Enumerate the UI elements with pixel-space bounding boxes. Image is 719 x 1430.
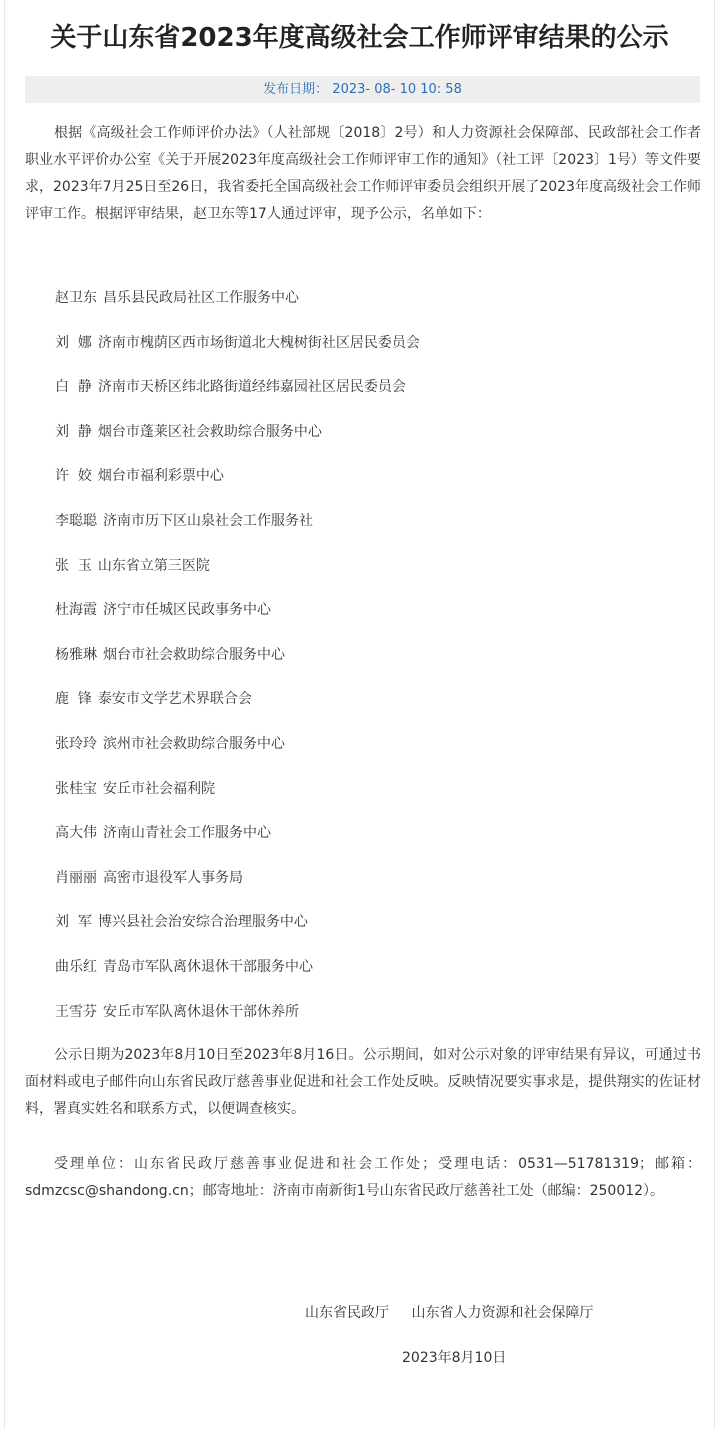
person-name: 白 静 (55, 379, 92, 396)
article (4, 0, 715, 1430)
list-item (55, 954, 695, 999)
person-name: 肖丽丽 (55, 869, 97, 886)
list-item (55, 865, 695, 910)
publish-date-label: 发布日期： (263, 82, 329, 97)
person-name: 张桂宝 (55, 780, 97, 797)
list-item (55, 909, 695, 954)
list-item (55, 999, 695, 1044)
person-name: 杜海霞 (55, 602, 97, 619)
person-organization: 博兴县社会治安综合治理服务中心 (97, 914, 308, 931)
person-name: 刘 娜 (55, 334, 92, 351)
person-organization: 安丘市军队离休退休干部休养所 (103, 1003, 299, 1020)
person-name: 刘 静 (55, 423, 92, 440)
person-organization: 昌乐县民政局社区工作服务中心 (103, 290, 299, 306)
person-name: 李聪聪 (55, 512, 97, 529)
list-item (55, 553, 695, 598)
intro-paragraph: 根据《高级社会工作师评价办法》（人社部规〔2018〕2号）和人力资源社会保障部、民政部社会工作者职业水平评价办公室《关于开展2023年度高级社会工作师评审工作的通知》（社工评〔2023〕1号）等文件要求，2023年7月25日至26日，我省委托全国高级社会工作师评审委员会组织开展了2023年度高级社会工作师评审工作。根据评审结果，赵卫东等17人通过评审，现予公示，名单如下： (25, 125, 701, 222)
person-organization: 济南山青社会工作服务中心 (103, 825, 271, 842)
person-name: 赵卫东 (55, 290, 97, 306)
list-item (55, 463, 695, 508)
list-item (55, 419, 695, 464)
person-organization: 青岛市军队离休退休干部服务中心 (103, 958, 313, 975)
contact-paragraph: 受理单位：山东省民政厅慈善事业促进和社会工作处；受理电话：0531—51781319；邮箱：sdmzcsc@shandong.cn；邮寄地址：济南市南新街1号山东省民政厅慈善社工处（邮编：250012）。 (25, 1156, 701, 1199)
person-organization: 烟台市社会救助综合服务中心 (103, 646, 285, 663)
person-name: 张玲玲 (55, 735, 97, 752)
signature-date: 2023年8月10日 (402, 1350, 507, 1366)
signature-org-hrss: 山东省人力资源和社会保障厅 (411, 1305, 594, 1321)
list-item (55, 686, 695, 731)
name-list (55, 285, 695, 1043)
person-name: 刘 军 (55, 914, 92, 931)
list-item (55, 330, 695, 375)
list-item (55, 508, 695, 553)
person-organization: 泰安市文学艺术界联合会 (97, 691, 252, 708)
person-organization: 济南市历下区山泉社会工作服务社 (103, 512, 313, 529)
person-organization: 高密市退役军人事务局 (103, 869, 243, 886)
signature (305, 1300, 611, 1327)
person-name: 张 玉 (55, 557, 92, 574)
list-item (55, 642, 695, 687)
person-name: 杨雅琳 (55, 646, 97, 663)
person-organization: 济南市天桥区纬北路街道经纬嘉园社区居民委员会 (97, 379, 406, 396)
person-organization: 济宁市任城区民政事务中心 (103, 602, 271, 619)
page-title: 关于山东省2023年度高级社会工作师评审结果的公示 (50, 23, 669, 53)
publish-date-value: 2023- 08- 10 10: 58 (332, 82, 462, 97)
list-item (55, 776, 695, 821)
person-organization: 烟台市蓬莱区社会救助综合服务中心 (97, 423, 322, 440)
list-item (55, 597, 695, 642)
list-item (55, 731, 695, 776)
person-organization: 济南市槐荫区西市场街道北大槐树街社区居民委员会 (97, 334, 420, 351)
person-name: 高大伟 (55, 825, 97, 842)
person-name: 许 姣 (55, 468, 92, 485)
person-name: 鹿 锋 (55, 691, 92, 708)
signature-org-civil-affairs: 山东省民政厅 (305, 1305, 389, 1321)
list-item (55, 374, 695, 419)
list-item (55, 820, 695, 865)
person-name: 王雪芬 (55, 1003, 97, 1020)
person-organization: 滨州市社会救助综合服务中心 (103, 735, 285, 752)
person-organization: 山东省立第三医院 (97, 557, 210, 574)
person-organization: 安丘市社会福利院 (103, 780, 215, 797)
person-name: 曲乐红 (55, 958, 97, 975)
notice-paragraph: 公示日期为2023年8月10日至2023年8月16日。公示期间，如对公示对象的评审结果有异议，可通过书面材料或电子邮件向山东省民政厅慈善事业促进和社会工作处反映。反映情况要实事求是，提供翔实的佐证材料，署真实姓名和联系方式，以便调查核实。 (25, 1047, 701, 1117)
publish-info-bar (25, 76, 700, 103)
list-item (55, 285, 695, 330)
person-organization: 烟台市福利彩票中心 (97, 468, 224, 485)
